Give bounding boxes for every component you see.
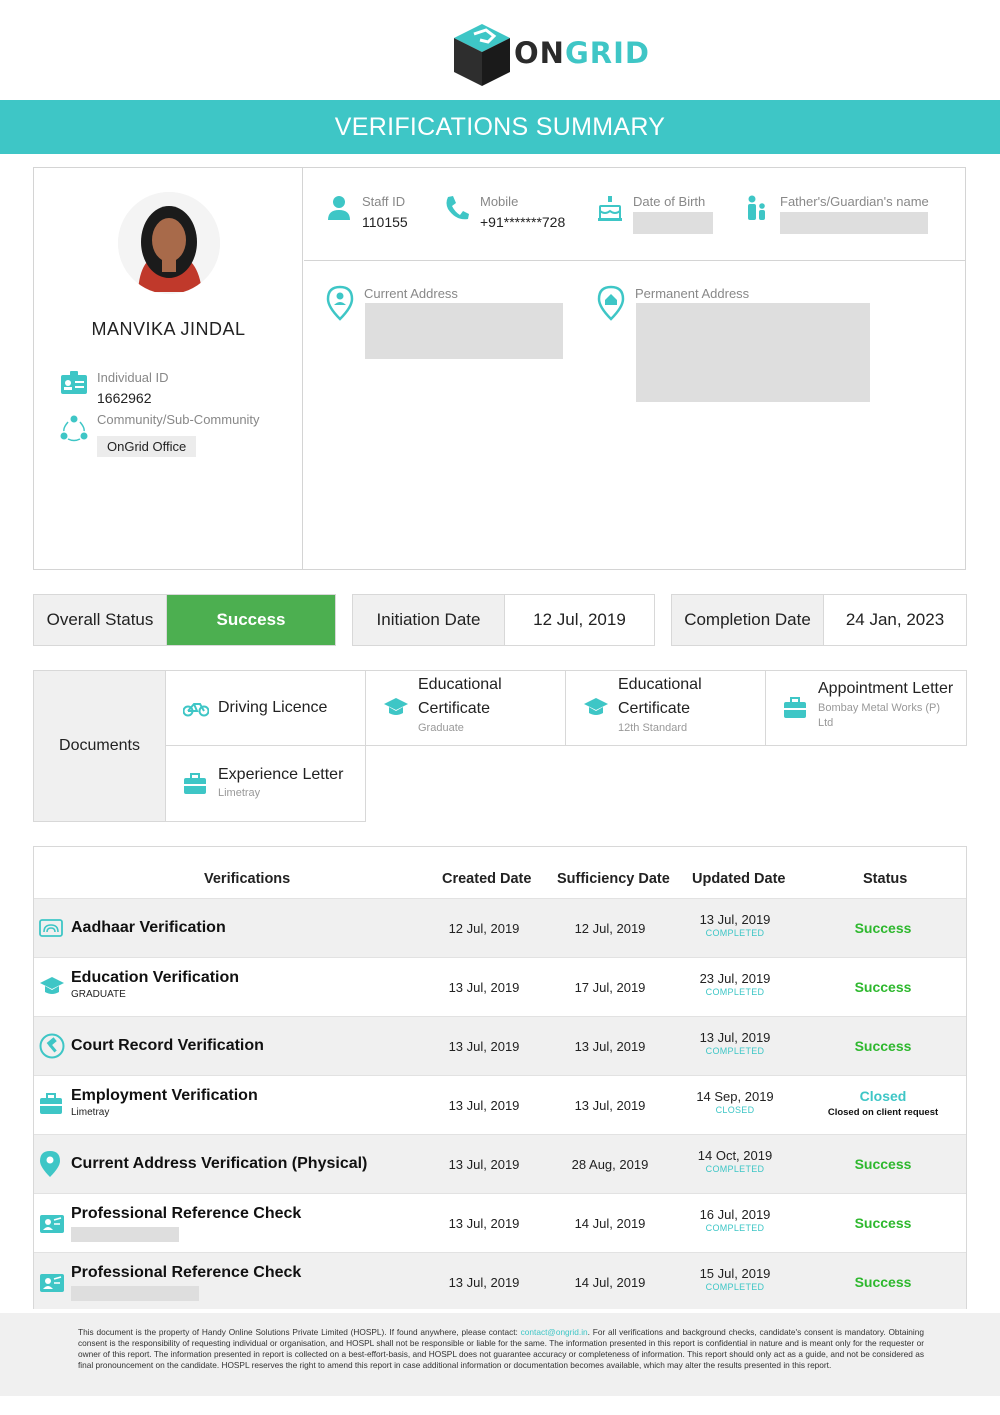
created-date: 13 Jul, 2019 bbox=[448, 1275, 520, 1290]
completion-date-box bbox=[671, 594, 967, 646]
header-created-date: Created Date bbox=[442, 871, 532, 887]
father-redacted bbox=[780, 212, 928, 234]
reference-redacted bbox=[71, 1286, 199, 1301]
fingerprint-icon bbox=[39, 919, 63, 937]
ongrid-logo bbox=[452, 22, 650, 90]
updated-status: COMPLETED bbox=[705, 987, 765, 997]
table-row bbox=[34, 1075, 966, 1134]
profile-left-panel bbox=[34, 168, 303, 569]
disclaimer-text-start: This document is the property of Handy Online Solutions Private Limited (HOSPL). If found anywhere, please contact: bbox=[78, 1327, 521, 1337]
updated-date-cell bbox=[685, 1148, 785, 1174]
sufficiency-date: 13 Jul, 2019 bbox=[574, 1039, 646, 1054]
status-badge: Closed bbox=[859, 1088, 907, 1104]
created-date: 13 Jul, 2019 bbox=[448, 1157, 520, 1172]
verification-name: Court Record Verification bbox=[71, 1037, 264, 1054]
status-badge: Success bbox=[854, 979, 912, 995]
avatar bbox=[118, 192, 220, 294]
dob-label: Date of Birth bbox=[633, 194, 706, 209]
graduation-cap-icon bbox=[383, 697, 409, 717]
home-pin-icon bbox=[597, 285, 625, 321]
permanent-address-redacted bbox=[636, 303, 870, 402]
updated-date-cell bbox=[685, 1030, 785, 1056]
sufficiency-date: 12 Jul, 2019 bbox=[574, 921, 646, 936]
sufficiency-date: 14 Jul, 2019 bbox=[574, 1275, 646, 1290]
brand-grid: GRID bbox=[564, 36, 650, 70]
verifications-table bbox=[33, 846, 967, 1309]
doc-title: Experience Letter bbox=[218, 766, 344, 783]
header-sufficiency-date: Sufficiency Date bbox=[557, 871, 670, 887]
candidate-name: MANVIKA JINDAL bbox=[91, 319, 246, 339]
reference-card-icon bbox=[39, 1271, 65, 1293]
updated-date-cell bbox=[685, 1266, 785, 1292]
community-chip: OnGrid Office bbox=[97, 436, 196, 457]
created-date: 12 Jul, 2019 bbox=[448, 921, 520, 936]
verification-name: Current Address Verification (Physical) bbox=[71, 1155, 368, 1172]
verification-subtitle: Limetray bbox=[71, 1107, 110, 1118]
footer-disclaimer bbox=[0, 1313, 1000, 1396]
id-card-icon bbox=[60, 370, 88, 396]
reference-card-icon bbox=[39, 1212, 65, 1234]
profile-card bbox=[33, 167, 966, 570]
updated-status: COMPLETED bbox=[705, 1046, 765, 1056]
cube-logo-icon bbox=[452, 22, 512, 88]
disclaimer-text-end: . For all verifications and background checks, candidate's consent is mandatory. Obtaining consent is the responsibility of requesting individual or organisation, and HOSPL shall not be responsible or liable for the same. The information presented in this report is confidential in nature and is meant only for the requester or owner of this report. The information presented in report is collected on a best-effort-basis, and HOSPL does not guarantee accuracy or completeness of information. This report should only act as a guide, and not be considered as final pronouncement on the candidate. HOSPL reserves the right to amend this report in case additional information or documentation becomes available, which may alter the results presented in this report. bbox=[78, 1327, 924, 1370]
contact-email-link[interactable]: contact@ongrid.in bbox=[520, 1327, 588, 1337]
verification-name: Employment Verification bbox=[71, 1087, 258, 1104]
overall-status-value: Success bbox=[167, 595, 335, 645]
completion-date-value: 24 Jan, 2023 bbox=[845, 610, 945, 629]
header-verifications: Verifications bbox=[204, 871, 291, 887]
updated-date-cell bbox=[685, 1207, 785, 1233]
doc-subtitle: Graduate bbox=[418, 722, 464, 734]
briefcase-icon bbox=[39, 1093, 63, 1115]
cake-icon bbox=[597, 194, 623, 224]
overall-status-label: Overall Status bbox=[34, 595, 167, 645]
individual-id-value: 1662962 bbox=[97, 390, 152, 406]
updated-status: COMPLETED bbox=[705, 1282, 765, 1292]
doc-subtitle: Limetray bbox=[218, 787, 261, 799]
updated-status: COMPLETED bbox=[705, 1223, 765, 1233]
updated-date-cell bbox=[685, 1089, 785, 1115]
family-icon bbox=[744, 194, 770, 224]
table-row bbox=[34, 1016, 966, 1075]
status-badge: Success bbox=[854, 1038, 912, 1054]
table-header bbox=[34, 847, 966, 898]
reference-redacted bbox=[71, 1227, 179, 1242]
briefcase-icon bbox=[783, 697, 807, 719]
updated-date: 14 Sep, 2019 bbox=[696, 1089, 774, 1104]
updated-date: 23 Jul, 2019 bbox=[699, 971, 771, 986]
doc-title: Appointment Letter bbox=[818, 680, 954, 697]
dob-redacted bbox=[633, 212, 713, 234]
doc-subtitle: Bombay Metal Works (P) Ltd bbox=[818, 702, 941, 729]
verification-name: Professional Reference Check bbox=[71, 1264, 302, 1281]
table-row bbox=[34, 898, 966, 957]
table-row bbox=[34, 957, 966, 1016]
briefcase-icon bbox=[183, 773, 207, 795]
doc-title: Educational Certificate bbox=[418, 676, 502, 717]
gavel-icon bbox=[39, 1033, 65, 1059]
graduation-cap-icon bbox=[39, 976, 65, 996]
status-badge: Success bbox=[854, 1215, 912, 1231]
doc-title: Educational Certificate bbox=[618, 676, 702, 717]
doc-educational-certificate-12th bbox=[565, 670, 766, 746]
updated-date: 15 Jul, 2019 bbox=[699, 1266, 771, 1281]
updated-date: 16 Jul, 2019 bbox=[699, 1207, 771, 1222]
sufficiency-date: 13 Jul, 2019 bbox=[574, 1098, 646, 1113]
status-note: Closed on client request bbox=[827, 1107, 939, 1118]
created-date: 13 Jul, 2019 bbox=[448, 1216, 520, 1231]
individual-id-label: Individual ID bbox=[97, 370, 169, 385]
graduation-cap-icon bbox=[583, 697, 609, 717]
status-badge: Success bbox=[854, 1156, 912, 1172]
updated-date-cell bbox=[685, 912, 785, 938]
created-date: 13 Jul, 2019 bbox=[448, 1098, 520, 1113]
updated-status: COMPLETED bbox=[705, 1164, 765, 1174]
updated-date: 13 Jul, 2019 bbox=[699, 1030, 771, 1045]
permanent-address-label: Permanent Address bbox=[635, 286, 750, 301]
verification-name: Professional Reference Check bbox=[71, 1205, 302, 1222]
table-row bbox=[34, 1252, 966, 1309]
current-address-label: Current Address bbox=[364, 286, 458, 301]
sufficiency-date: 28 Aug, 2019 bbox=[571, 1157, 649, 1172]
header-status: Status bbox=[863, 871, 908, 887]
doc-subtitle: 12th Standard bbox=[618, 722, 688, 734]
current-address-redacted bbox=[365, 303, 563, 359]
verification-subtitle: GRADUATE bbox=[71, 989, 126, 1000]
status-badge: Success bbox=[854, 920, 912, 936]
address-pin-icon bbox=[326, 285, 354, 321]
table-row bbox=[34, 1134, 966, 1193]
doc-appointment-letter bbox=[765, 670, 967, 746]
overall-status-box bbox=[33, 594, 336, 646]
updated-status: CLOSED bbox=[715, 1105, 755, 1115]
initiation-date-box bbox=[352, 594, 655, 646]
brand-on: ON bbox=[514, 36, 565, 70]
staff-id-label: Staff ID bbox=[362, 194, 406, 209]
phone-icon bbox=[444, 194, 470, 222]
contact-row bbox=[304, 168, 966, 301]
documents-section bbox=[33, 670, 967, 823]
doc-driving-licence bbox=[165, 670, 366, 746]
verification-name: Aadhaar Verification bbox=[71, 919, 226, 936]
documents-label: Documents bbox=[33, 670, 166, 822]
sufficiency-date: 17 Jul, 2019 bbox=[574, 980, 646, 995]
status-badge: Success bbox=[854, 1274, 912, 1290]
disclaimer-text bbox=[78, 1327, 924, 1371]
motorbike-icon bbox=[183, 699, 209, 717]
mobile-label: Mobile bbox=[480, 194, 519, 209]
updated-date-cell bbox=[685, 971, 785, 997]
person-icon bbox=[326, 194, 352, 224]
doc-title: Driving Licence bbox=[218, 699, 328, 716]
sufficiency-date: 14 Jul, 2019 bbox=[574, 1216, 646, 1231]
header-updated-date: Updated Date bbox=[692, 871, 786, 887]
mobile-value: +91*******728 bbox=[480, 214, 566, 230]
doc-experience-letter bbox=[165, 745, 366, 822]
verification-name: Education Verification bbox=[71, 969, 240, 986]
created-date: 13 Jul, 2019 bbox=[448, 1039, 520, 1054]
father-label: Father's/Guardian's name bbox=[780, 194, 929, 209]
initiation-date-value: 12 Jul, 2019 bbox=[533, 610, 626, 629]
updated-status: COMPLETED bbox=[705, 928, 765, 938]
created-date: 13 Jul, 2019 bbox=[448, 980, 520, 995]
staff-id-value: 110155 bbox=[362, 214, 408, 230]
initiation-date-label: Initiation Date bbox=[353, 595, 505, 645]
community-icon bbox=[60, 414, 88, 442]
community-label: Community/Sub-Community bbox=[97, 412, 260, 427]
completion-date-label: Completion Date bbox=[672, 595, 824, 645]
table-row bbox=[34, 1193, 966, 1252]
updated-date: 13 Jul, 2019 bbox=[699, 912, 771, 927]
doc-educational-certificate-graduate bbox=[365, 670, 566, 746]
page-title-banner: VERIFICATIONS SUMMARY bbox=[0, 100, 1000, 154]
updated-date: 14 Oct, 2019 bbox=[697, 1148, 773, 1163]
location-pin-icon bbox=[39, 1150, 61, 1178]
